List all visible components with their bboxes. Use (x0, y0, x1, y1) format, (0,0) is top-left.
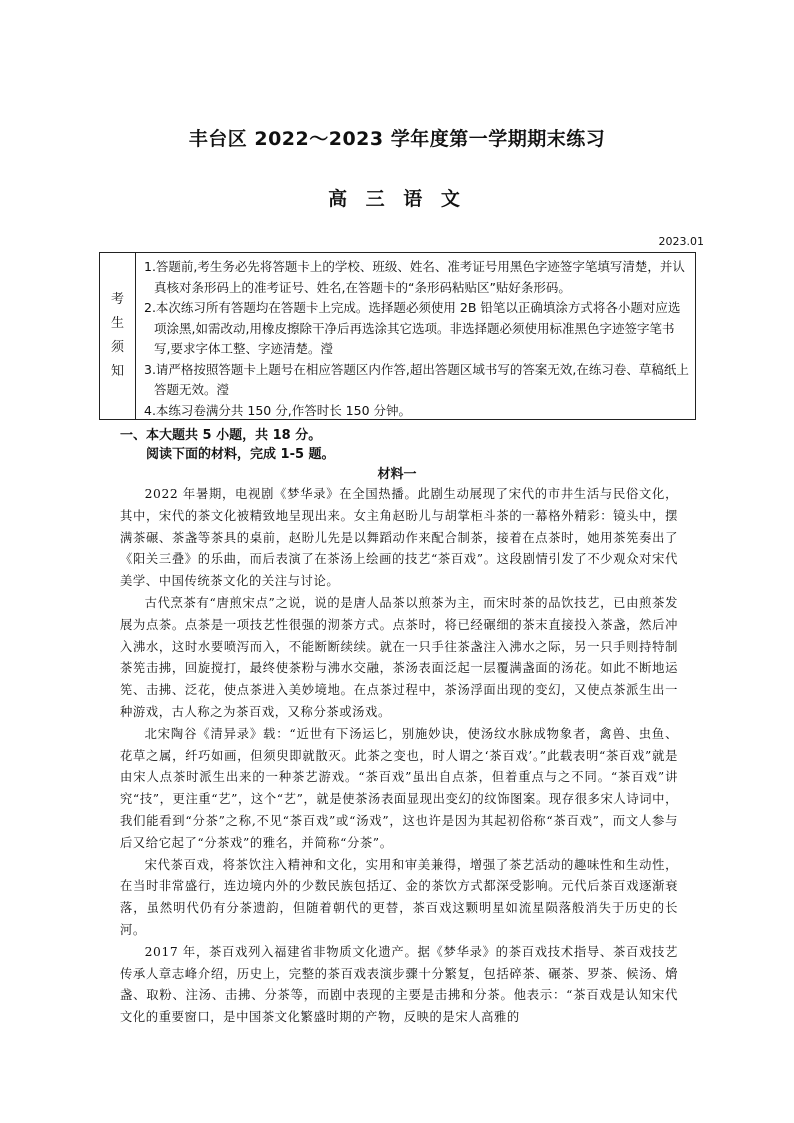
notice-label (100, 253, 136, 419)
notice-item: 4.本练习卷满分共 150 分,作答时长 150 分钟。 (144, 402, 412, 418)
paragraph: 宋代茶百戏，将茶饮注入精神和文化，实用和审美兼得，增强了茶艺活动的趣味性和生动性，在当时非常盛行，连边境内外的少数民族包括辽、金的茶饮方式都深受影响。元代后茶百戏逐渐衰落，虽然明代仍有分茶遗韵，但随着朝代的更替，茶百戏这颗明星如流星陨落般消失于历史的长河。 (120, 857, 678, 937)
notice-label-char: 生 (110, 316, 124, 331)
notice-label-char: 知 (110, 364, 124, 379)
paragraph: 古代烹茶有“唐煎宋点”之说，说的是唐人品茶以煎茶为主，而宋时茶的品饮技艺，已由煎茶发展为点茶。点茶是一项技艺性很强的沏茶方式。点茶时，将已经碾细的茶末直接投入茶盏，然后冲入沸水，这时水要喷泻而入，不能断断续续。就在一只手往茶盏注入沸水之际，另一只手则持特制茶筅击拂，回旋搅打，最终使茶粉与沸水交融，茶汤表面泛起一层覆满盏面的汤花。如此不断地运筅、击拂、泛花，使点茶进入美妙境地。在点茶过程中，茶汤浮面出现的变幻，又使点茶派生出一种游戏，古人称之为茶百戏，又称分茶或汤戏。 (120, 595, 678, 719)
exam-subject: 高 三 语 文 (328, 188, 466, 210)
notice-item: 2.本次练习所有答题均在答题卡上完成。选择题必须使用 2B 铅笔以正确填涂方式将各小题对应选项涂黑,如需改动,用橡皮擦除干净后再选涂其它选项。非选择题必须使用标准黑色字迹签字笔书写,要求字体工整、字迹清楚。瀅 (144, 300, 681, 356)
paragraph: 2017 年，茶百戏列入福建省非物质文化遗产。据《梦华录》的茶百戏技术指导、茶百戏技艺传承人章志峰介绍，历史上，完整的茶百戏表演步骤十分繁复，包括碎茶、碾茶、罗茶、候汤、熁盏、取粉、注汤、击拂、分茶等，而剧中表现的主要是击拂和分茶。他表示：“茶百戏是认知宋代文化的重要窗口，是中国茶文化繁盛时期的产物，反映的是宋人高雅的 (120, 944, 678, 1025)
reading-instruction: 阅读下面的材料，完成 1-5 题。 (146, 447, 335, 462)
notice-item: 1.答题前,考生务必先将答题卡上的学校、班级、姓名、准考证号用黑色字迹签字笔填写清楚，并认真核对条形码上的准考证号、姓名,在答题卡的“条形码粘贴区”贴好条形码。 (144, 259, 685, 295)
exam-title: 丰台区 2022～2023 学年度第一学期期末练习 (188, 128, 606, 150)
exam-date: 2023.01 (658, 235, 704, 248)
paragraph: 2022 年暑期，电视剧《梦华录》在全国热播。此剧生动展现了宋代的市井生活与民俗文化，其中，宋代的茶文化被精致地呈现出来。女主角赵盼儿与胡掌柜斗茶的一幕格外精彩：镜头中，摆满茶碾、茶盏等茶具的桌前，赵盼儿先是以舞蹈动作来配合制茶，接着在点茶时，她用茶筅奏出了《阳关三叠》的乐曲，而后表演了在茶汤上绘画的技艺“茶百戏”。这段剧情引发了不少观众对宋代美学、中国传统茶文化的关注与讨论。 (120, 487, 678, 589)
notice-label-char: 须 (110, 340, 124, 355)
paragraph: 北宋陶谷《清异录》载：“近世有下汤运匕，别施妙诀，使汤纹水脉成物象者，禽兽、虫鱼、花草之属，纤巧如画，但须臾即就散灭。此茶之变也，时人谓之‘茶百戏’。”此载表明“茶百戏”就是由宋人点茶时派生出来的一种茶艺游戏。“茶百戏”虽出自点茶，但着重点与之不同。“茶百戏”讲究“技”，更注重“艺”，这个“艺”，就是使茶汤表面显现出变幻的纹饰图案。现存很多宋人诗词中，我们能看到“分茶”之称,不见“茶百戏”或“汤戏”，这也许是因为其起初俗称“茶百戏”，而文人参与后又给它起了“分茶戏”的雅名，并简称“分茶”。 (120, 726, 678, 850)
material-text (120, 484, 678, 1029)
notice-item: 3.请严格按照答题卡上题号在相应答题区内作答,超出答题区域书写的答案无效,在练习卷、草稿纸上答题无效。瀅 (144, 361, 689, 397)
notice-body (136, 253, 695, 419)
section-heading: 一、本大题共 5 小题，共 18 分。 (120, 428, 322, 443)
material-title: 材料一 (377, 467, 417, 482)
notice-label-char: 考 (110, 292, 124, 307)
candidate-notice-box (99, 252, 696, 420)
